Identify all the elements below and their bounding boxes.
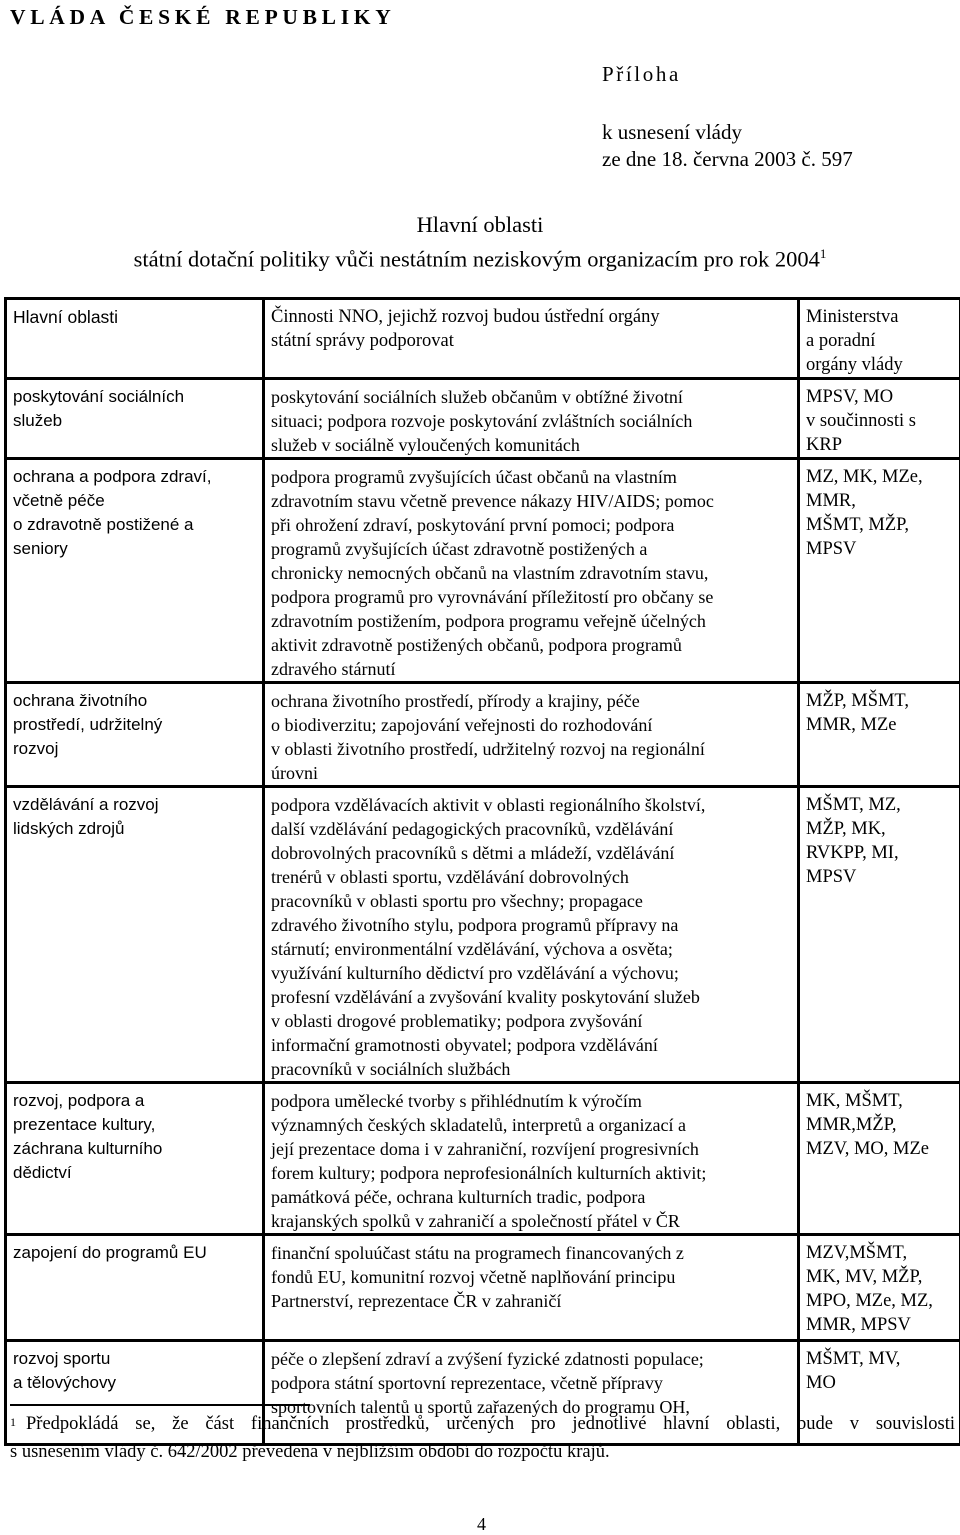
table-row [6, 787, 960, 1083]
annex-label: Příloha [602, 62, 681, 87]
title-line-1: Hlavní oblasti [0, 210, 960, 239]
header-areas-label: Hlavní oblasti [7, 300, 262, 329]
ministries-cell-text [800, 1342, 959, 1395]
text-line: podpora státní sportovní reprezentace, včetně přípravy [271, 1371, 791, 1395]
footnote-text-1: Předpokládá se, že část finančních prostředků, určených pro jednotlivé hlavní oblasti, bude v souvislosti [26, 1414, 955, 1434]
text-line: lidských zdrojů [13, 817, 256, 841]
text-line: MMR, [806, 489, 953, 513]
text-line: zdravého životního stylu, podpora programů přípravy na [271, 913, 791, 937]
header-cell-areas [6, 299, 264, 379]
text-line: Ministerstva [806, 305, 953, 329]
activities-cell [264, 787, 799, 1083]
text-line: o biodiverzitu; zapojování veřejnosti do rozhodování [271, 713, 791, 737]
table-header-row [6, 299, 960, 379]
table-row [6, 379, 960, 459]
text-line: rozvoj, podpora a [13, 1089, 256, 1113]
resolution-date-line: ze dne 18. června 2003 č. 597 [602, 146, 853, 173]
area-cell-text [7, 1342, 262, 1395]
text-line: rozvoj [13, 737, 256, 761]
activities-cell-text [265, 1236, 797, 1313]
text-line: úrovni [271, 761, 791, 785]
text-line: MPSV [806, 537, 953, 561]
text-line: rozvoj sportu [13, 1347, 256, 1371]
text-line: finanční spoluúčast státu na programech financovaných z [271, 1241, 791, 1265]
title-line-2 [0, 239, 960, 274]
text-line: prostředí, udržitelný [13, 713, 256, 737]
text-line: stárnutí; environmentální vzdělávání, výchova a osvěta; [271, 937, 791, 961]
area-cell-text [7, 1236, 262, 1265]
activities-cell-text [265, 380, 797, 457]
area-cell-text [7, 788, 262, 841]
ministries-cell [799, 787, 960, 1083]
text-line: situaci; podpora rozvoje poskytování zvláštních sociálních [271, 409, 791, 433]
text-line: MŽP, MK, [806, 817, 953, 841]
text-line: MK, MŠMT, [806, 1089, 953, 1113]
text-line: prezentace kultury, [13, 1113, 256, 1137]
text-line: pracovníků v oblasti sportu pro všechny; propagace [271, 889, 791, 913]
text-line: aktivit zdravotně postižených občanů, podpora programů [271, 633, 791, 657]
text-line: MMR, MZe [806, 713, 953, 737]
text-line: státní správy podporovat [271, 329, 791, 353]
text-line: seniory [13, 537, 256, 561]
activities-cell [264, 683, 799, 787]
area-cell-text [7, 1084, 262, 1185]
text-line: při ohrožení zdraví, poskytování první pomoci; podpora [271, 513, 791, 537]
text-line: krajanských spolků v zahraničí a společností přátel v ČR [271, 1209, 791, 1233]
text-line: a poradní [806, 329, 953, 353]
ministries-cell [799, 1235, 960, 1341]
table-row [6, 459, 960, 683]
text-line: sportovních talentů u sportů zařazených do programu OH, [271, 1395, 791, 1419]
area-cell [6, 787, 264, 1083]
activities-cell-text [265, 460, 797, 681]
text-line: MPO, MZe, MZ, [806, 1289, 953, 1313]
text-line: MŠMT, MV, [806, 1347, 953, 1371]
footnote-line-2: s usnesením vlády č. 642/2002 převedena v nejbližším období do rozpočtu krajů. [10, 1438, 955, 1466]
activities-cell [264, 1235, 799, 1341]
text-line: péče o zlepšení zdraví a zvýšení fyzické zdatnosti populace; [271, 1347, 791, 1371]
header-ministries [800, 300, 959, 377]
text-line: MPSV [806, 865, 953, 889]
text-line: MŽP, MŠMT, [806, 689, 953, 713]
footnote-separator [10, 1404, 310, 1406]
text-line: programů zvyšujících účast zdravotně postižených a [271, 537, 791, 561]
text-line: orgány vlády [806, 353, 953, 377]
header-activities [265, 300, 797, 353]
ministries-cell [799, 683, 960, 787]
text-line: ochrana životního [13, 689, 256, 713]
activities-cell-text [265, 788, 797, 1081]
table-row [6, 683, 960, 787]
text-line: památková péče, ochrana kulturních tradic, podpora [271, 1185, 791, 1209]
ministries-cell [799, 459, 960, 683]
text-line: další vzdělávání pedagogických pracovníků, vzdělávání [271, 817, 791, 841]
ministries-cell-text [800, 684, 959, 737]
area-cell-text [7, 684, 262, 761]
text-line: KRP [806, 433, 953, 457]
text-line: RVKPP, MI, [806, 841, 953, 865]
text-line: zdravého stárnutí [271, 657, 791, 681]
text-line: fondů EU, komunitní rozvoj včetně naplňování principu [271, 1265, 791, 1289]
text-line: chronicky nemocných občanů na vlastním zdravotním stavu, [271, 561, 791, 585]
area-cell [6, 379, 264, 459]
text-line: dobrovolných pracovníků s dětmi a mládeží, vzdělávání [271, 841, 791, 865]
activities-cell-text [265, 1342, 797, 1419]
text-line: MŠMT, MŽP, [806, 513, 953, 537]
text-line: v oblasti životního prostředí, udržitelný rozvoj na regionální [271, 737, 791, 761]
footnote-mark: 1 [10, 1415, 16, 1429]
document-title [0, 210, 960, 274]
text-line: MŠMT, MZ, [806, 793, 953, 817]
text-line: ochrana životního prostředí, přírody a krajiny, péče [271, 689, 791, 713]
text-line: služeb [13, 409, 256, 433]
text-line: podpora programů pro vyrovnávání příležitostí pro občany se [271, 585, 791, 609]
header-cell-activities [264, 299, 799, 379]
text-line: a tělovýchovy [13, 1371, 256, 1395]
ministries-cell [799, 379, 960, 459]
footnote-line-1 [10, 1410, 955, 1438]
text-line: zdravotním postižením, podpora programu veřejně účelných [271, 609, 791, 633]
activities-cell-text [265, 1084, 797, 1233]
text-line: trenérů v oblasti sportu, vzdělávání dobrovolných [271, 865, 791, 889]
text-line: forem kultury; podpora neprofesionálních kulturních aktivit; [271, 1161, 791, 1185]
main-areas-table [4, 297, 960, 1446]
resolution-line: k usnesení vlády [602, 119, 853, 146]
text-line: MPSV, MO [806, 385, 953, 409]
ministries-cell [799, 1083, 960, 1235]
area-cell [6, 459, 264, 683]
text-line: MK, MV, MŽP, [806, 1265, 953, 1289]
text-line: její prezentace doma i v zahraniční, rozvíjení progresivních [271, 1137, 791, 1161]
text-line: podpora programů zvyšujících účast občanů na vlastním [271, 465, 791, 489]
text-line: záchrana kulturního [13, 1137, 256, 1161]
footnote-reference: 1 [820, 246, 827, 261]
text-line: profesní vzdělávání a zvyšování kvality poskytování služeb [271, 985, 791, 1009]
text-line: MO [806, 1371, 953, 1395]
text-line: dědictví [13, 1161, 256, 1185]
resolution-reference [602, 119, 853, 173]
footnote [10, 1410, 955, 1466]
text-line: včetně péče [13, 489, 256, 513]
page-number: 4 [477, 1514, 486, 1535]
activities-cell [264, 459, 799, 683]
area-cell-text [7, 460, 262, 561]
text-line: podpora umělecké tvorby s přihlédnutím k výročím [271, 1089, 791, 1113]
text-line: MMR, MPSV [806, 1313, 953, 1337]
ministries-cell-text [800, 1084, 959, 1161]
text-line: informační gramotnosti obyvatel; podpora vzdělávání [271, 1033, 791, 1057]
activities-cell-text [265, 684, 797, 785]
text-line: významných českých skladatelů, interpretů a organizací a [271, 1113, 791, 1137]
text-line: v součinnosti s [806, 409, 953, 433]
area-cell [6, 1235, 264, 1341]
ministries-cell-text [800, 460, 959, 561]
text-line: vzdělávání a rozvoj [13, 793, 256, 817]
text-line: MZV,MŠMT, [806, 1241, 953, 1265]
text-line: zdravotním stavu včetně prevence nákazy HIV/AIDS; pomoc [271, 489, 791, 513]
table-row [6, 1235, 960, 1341]
area-cell-text [7, 380, 262, 433]
ministries-cell-text [800, 788, 959, 889]
activities-cell [264, 379, 799, 459]
text-line: Činnosti NNO, jejichž rozvoj budou ústřední orgány [271, 305, 791, 329]
text-line: poskytování sociálních [13, 385, 256, 409]
text-line: v oblasti drogové problematiky; podpora zvyšování [271, 1009, 791, 1033]
title-text: státní dotační politiky vůči nestátním neziskovým organizacím pro rok 2004 [134, 247, 820, 272]
table-row [6, 1083, 960, 1235]
activities-cell [264, 1083, 799, 1235]
text-line: MMR,MŽP, [806, 1113, 953, 1137]
text-line: zapojení do programů EU [13, 1241, 256, 1265]
text-line: MZ, MK, MZe, [806, 465, 953, 489]
area-cell [6, 1083, 264, 1235]
text-line: podpora vzdělávacích aktivit v oblasti regionálního školství, [271, 793, 791, 817]
text-line: ochrana a podpora zdraví, [13, 465, 256, 489]
text-line: MZV, MO, MZe [806, 1137, 953, 1161]
area-cell [6, 683, 264, 787]
text-line: pracovníků v sociálních službách [271, 1057, 791, 1081]
text-line: o zdravotně postižené a [13, 513, 256, 537]
text-line: využívání kulturního dědictví pro vzdělávání a výchovu; [271, 961, 791, 985]
header-cell-ministries [799, 299, 960, 379]
ministries-cell-text [800, 380, 959, 457]
ministries-cell-text [800, 1236, 959, 1337]
text-line: Partnerství, reprezentace ČR v zahraničí [271, 1289, 791, 1313]
text-line: poskytování sociálních služeb občanům v obtížné životní [271, 385, 791, 409]
government-heading: VLÁDA ČESKÉ REPUBLIKY [10, 5, 395, 30]
text-line: služeb v sociálně vyloučených komunitách [271, 433, 791, 457]
